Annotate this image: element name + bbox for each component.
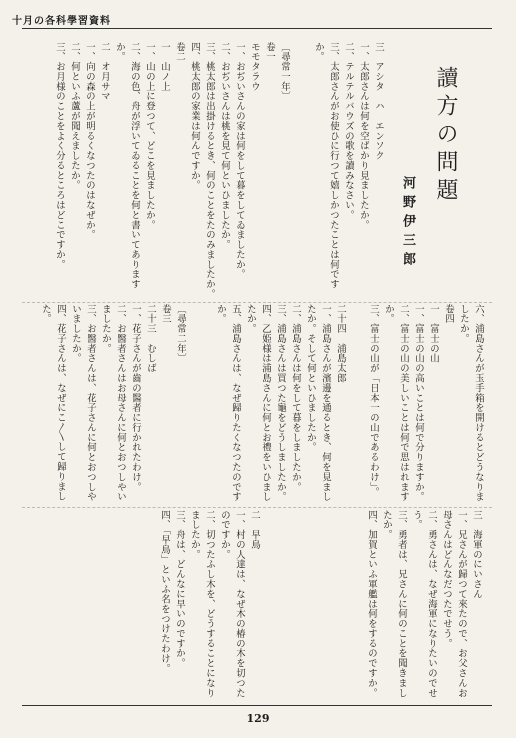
running-head: 十月の各科學習資料 [12,16,111,27]
band1-column-2: 三 アシタ ハ エンソク 一、太郎さんは何を空ばかり見ましたか。 二、テルテルバウズの歌を讀みなさい。 三、太郎さんがお使ひに行つて嬉しかつたことは何ですか。 [313,42,384,290]
band3-column-2: 三 海軍のにいさん 一、兄さんが歸つて來たので、お父さんお母さんはどんなだつたでせう。 二、勇さんは、なぜ海軍になりたいのでせう。 三、勇者は、兄さんに何のことを聞きましたか。 四、加賀といふ軍艦は何をするのですか。 [366,510,482,698]
band1-column-1: 〔尋常一年〕 卷一 モモタラウ 一、おぢいさんの家は何をして暮をしてゐましたか。 二、おぢいさんは桃を見て何といひましたか。 三、桃太郎は出掛けるとき、何のことをたのみましたか。 四、桃太郎の家業は何んですか。 卷二 一 山ノ上 一、山の上に登つて、どこを見ましたか。 二、海の色、舟が浮いてゐることを何と書いてありますか。 二 オ月サマ 一、向の森の上が明るくなつたのはなぜか。 二、何といふ蘆が聞えましたか。 三、お月様のことをよく分るところはどこですか。 [54,42,290,300]
page-number: 129 [246,712,270,725]
article-author: 河野伊三郎 [400,176,415,271]
article-title: 讀方の問題 [433,66,458,206]
band2-column-2: 二十四 浦島太郎 一、浦島さんが濱邊を通るとき、何を見ましたか。そして何といひましたか。 二、浦島さんは何をして暮をしましたか。 三、浦島さんは買つた龜をどうしましたか。 四、乙姫様は浦島さんに何とお禮をいひましたか。 五、浦島さんは、なぜ歸りたくなつたのですか。 [215,304,346,502]
band3-column-1: 二 早鳥 一、村の人達は、なぜ木の椿の木を切つたのですか。 二、切つたふし木を、どうすることになりましたか。 三、舟は、どんなに早いのですか。 四、「早鳥」といふ名をつけたわけ。 [159,510,260,698]
band-divider [22,507,492,508]
band2-column-1: 〔尋常二年〕 卷三 二十三 むしば 一、花子さんが齒の醫者に行かれたわけ。 二、お醫者さんはお母さんに何とおつしやいましたか。 三、お醫者さんは、花子さんに何とおつしやいましたか。 四、花子さんは、なぜにこ〳〵して歸りました。 [40,304,186,502]
band-divider [22,302,492,303]
band2-column-3: 六、浦島さんが玉手箱を開けるとどうなりましたか。 卷四 一 富士の山 一、富士の山の高いことは何で分りますか。 二、富士の山の美しいことは何で思はれますか。 三、富士の山が「日本一の山であるわけ」。 [368,304,484,502]
